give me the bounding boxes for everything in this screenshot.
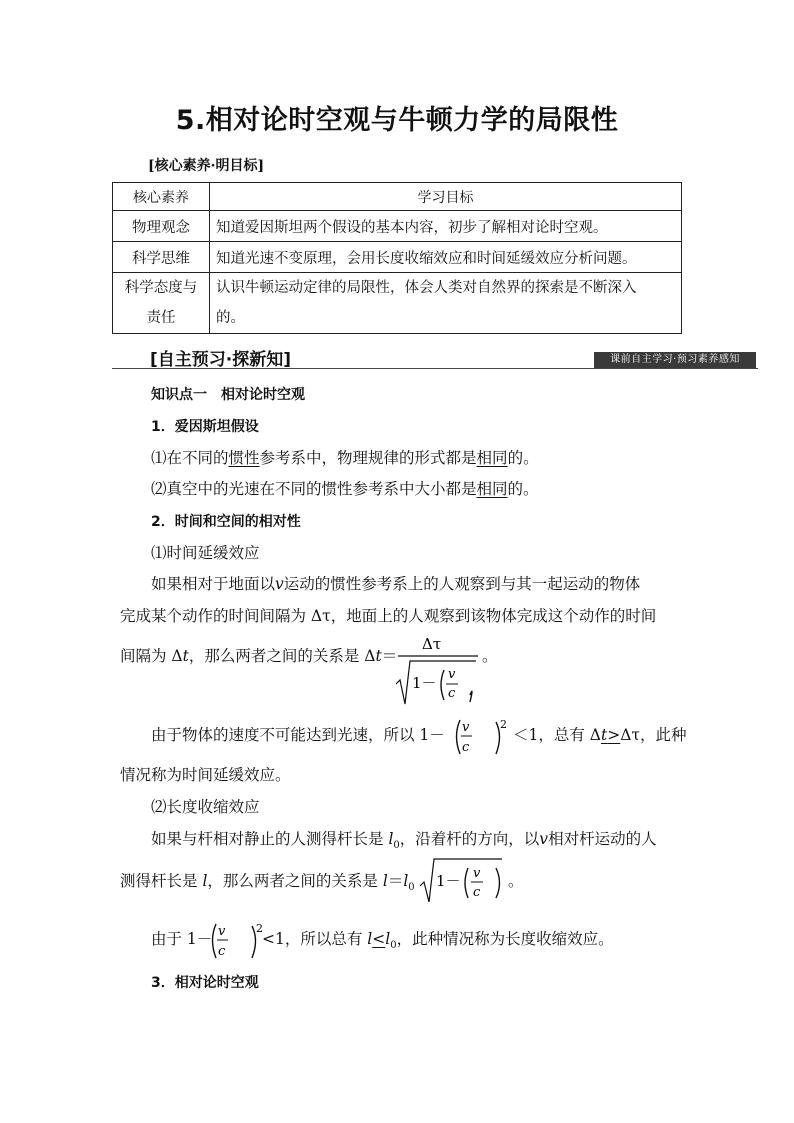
section-subtitle: [核心素养·明目标] — [148, 158, 265, 174]
variable: l — [403, 872, 409, 890]
paragraph — [151, 573, 640, 595]
section-heading: 3．相对论时空观 — [151, 975, 259, 991]
table-cell-key-line2: 责任 — [146, 310, 176, 326]
page-title: 5.相对论时空观与牛顿力学的局限性 — [175, 105, 619, 136]
goals-table — [112, 182, 682, 334]
text: <1，所以总有 — [262, 930, 368, 948]
variable: t — [600, 726, 608, 744]
variable: t — [182, 647, 189, 665]
formula-v: v — [218, 924, 226, 939]
banner-tag: 课前自主学习·预习素养感知 — [594, 352, 756, 368]
variable: v — [275, 575, 284, 593]
text: 的。 — [507, 449, 539, 467]
formula-numerator: Δτ — [422, 635, 442, 653]
underlined-answer: 惯性 — [228, 449, 260, 467]
text: 如果相对于地面以 — [151, 575, 276, 593]
formula-v: v — [473, 866, 481, 881]
table-header-core: 核心素养 — [113, 183, 210, 211]
period: 。 — [508, 872, 524, 890]
subscript: 0 — [408, 882, 415, 894]
subsection-heading: ⑴时间延缓效应 — [151, 544, 260, 562]
variable: t — [375, 647, 382, 665]
text: 由于物体的速度不可能达到光速，所以 1－ — [151, 726, 445, 744]
table-cell-value-line2: 的。 — [216, 310, 245, 326]
paragraph — [262, 928, 614, 957]
paragraph — [151, 478, 539, 500]
table-cell-value: 知道光速不变原理，会用长度收缩效应和时间延缓效应分析问题。 — [210, 242, 682, 273]
underlined-answer: 相同 — [476, 480, 508, 498]
formula-c: c — [473, 885, 481, 900]
table-cell-key-line1: 科学态度与 — [124, 280, 198, 296]
paragraph — [151, 828, 657, 857]
paragraph — [513, 724, 687, 746]
variable: l — [385, 930, 391, 948]
formula-exponent: 2 — [500, 718, 507, 731]
text: ，沿着杆的方向，以 — [399, 830, 540, 848]
table-cell-key — [113, 273, 210, 334]
paragraph: 完成某个动作的时间间隔为 Δτ，地面上的人观察到该物体完成这个动作的时间 — [120, 607, 657, 625]
table-cell-value — [210, 273, 682, 334]
paragraph — [120, 870, 415, 899]
table-cell-key: 物理观念 — [113, 211, 210, 242]
text: ⑵真空中的光速在不同的惯性参考系中大小都是 — [151, 480, 477, 498]
table-row — [113, 211, 682, 242]
text: ＝ — [387, 872, 404, 890]
paragraph — [151, 724, 445, 746]
table-header-row — [113, 183, 682, 211]
section-heading: 1．爱因斯坦假设 — [151, 419, 259, 435]
variable: v — [539, 830, 549, 848]
table-cell-key: 科学思维 — [113, 242, 210, 273]
text: 运动的惯性参考系上的人观察到与其一起运动的物体 — [283, 575, 641, 593]
text: 如果与杆相对静止的人测得杆长是 — [151, 830, 389, 848]
underlined-answer: 相同 — [476, 449, 508, 467]
banner-title: [自主预习·探新知] — [150, 350, 291, 370]
table-cell-value: 知道爱因斯坦两个假设的基本内容，初步了解相对论时空观。 — [210, 211, 682, 242]
variable: l — [388, 830, 394, 848]
comparison-answer: > — [607, 726, 621, 744]
formula-c: c — [448, 686, 456, 701]
table-row — [113, 273, 682, 334]
subscript: 0 — [390, 940, 397, 952]
table-row — [113, 242, 682, 273]
formula-c: c — [462, 740, 470, 755]
length-contraction-formula — [418, 856, 508, 906]
paragraph — [151, 447, 539, 469]
formula-one-minus: 1－ — [436, 872, 461, 890]
v-over-c-squared — [452, 714, 514, 760]
text: 相对杆运动的人 — [548, 830, 657, 848]
variable: l — [202, 872, 208, 890]
subsection-heading: ⑵长度收缩效应 — [151, 798, 260, 816]
formula-c: c — [218, 944, 226, 959]
text: 由于 1－ — [151, 930, 213, 948]
formula-one-minus: 1－ — [412, 674, 437, 692]
subscript: 0 — [393, 840, 400, 852]
v-over-c-squared — [208, 918, 270, 964]
formula-exponent: 2 — [256, 922, 263, 935]
paragraph — [120, 645, 397, 667]
text: ⑴在不同的 — [151, 449, 229, 467]
text: Δτ，此种 — [620, 726, 687, 744]
section-heading: 2．时间和空间的相对性 — [151, 514, 301, 530]
text: 间隔为 Δ — [120, 647, 183, 665]
paragraph: 情况称为时间延缓效应。 — [120, 766, 291, 784]
period: 。 — [482, 647, 498, 665]
text: ＜1，总有 Δ — [513, 726, 601, 744]
variable: l — [367, 930, 373, 948]
text: ，那么两者之间的关系是 — [207, 872, 383, 890]
text: ，那么两者之间的关系是 Δ — [188, 647, 376, 665]
text: 测得杆长是 — [120, 872, 203, 890]
text: ＝ — [381, 647, 398, 665]
table-header-goal: 学习目标 — [210, 183, 682, 211]
paragraph — [151, 928, 212, 950]
variable: l — [382, 872, 388, 890]
text: ，此种情况称为长度收缩效应。 — [396, 930, 614, 948]
formula-v: v — [462, 720, 470, 735]
formula-v: v — [448, 667, 456, 682]
knowledge-point-heading: 知识点一 相对论时空观 — [151, 387, 305, 403]
time-dilation-formula — [394, 632, 484, 708]
comparison-answer: < — [372, 930, 386, 948]
text: 的。 — [507, 480, 539, 498]
table-cell-value-line1: 认识牛顿运动定律的局限性，体会人类对自然界的探索是不断深入 — [216, 280, 637, 296]
text: 参考系中，物理规律的形式都是 — [259, 449, 477, 467]
